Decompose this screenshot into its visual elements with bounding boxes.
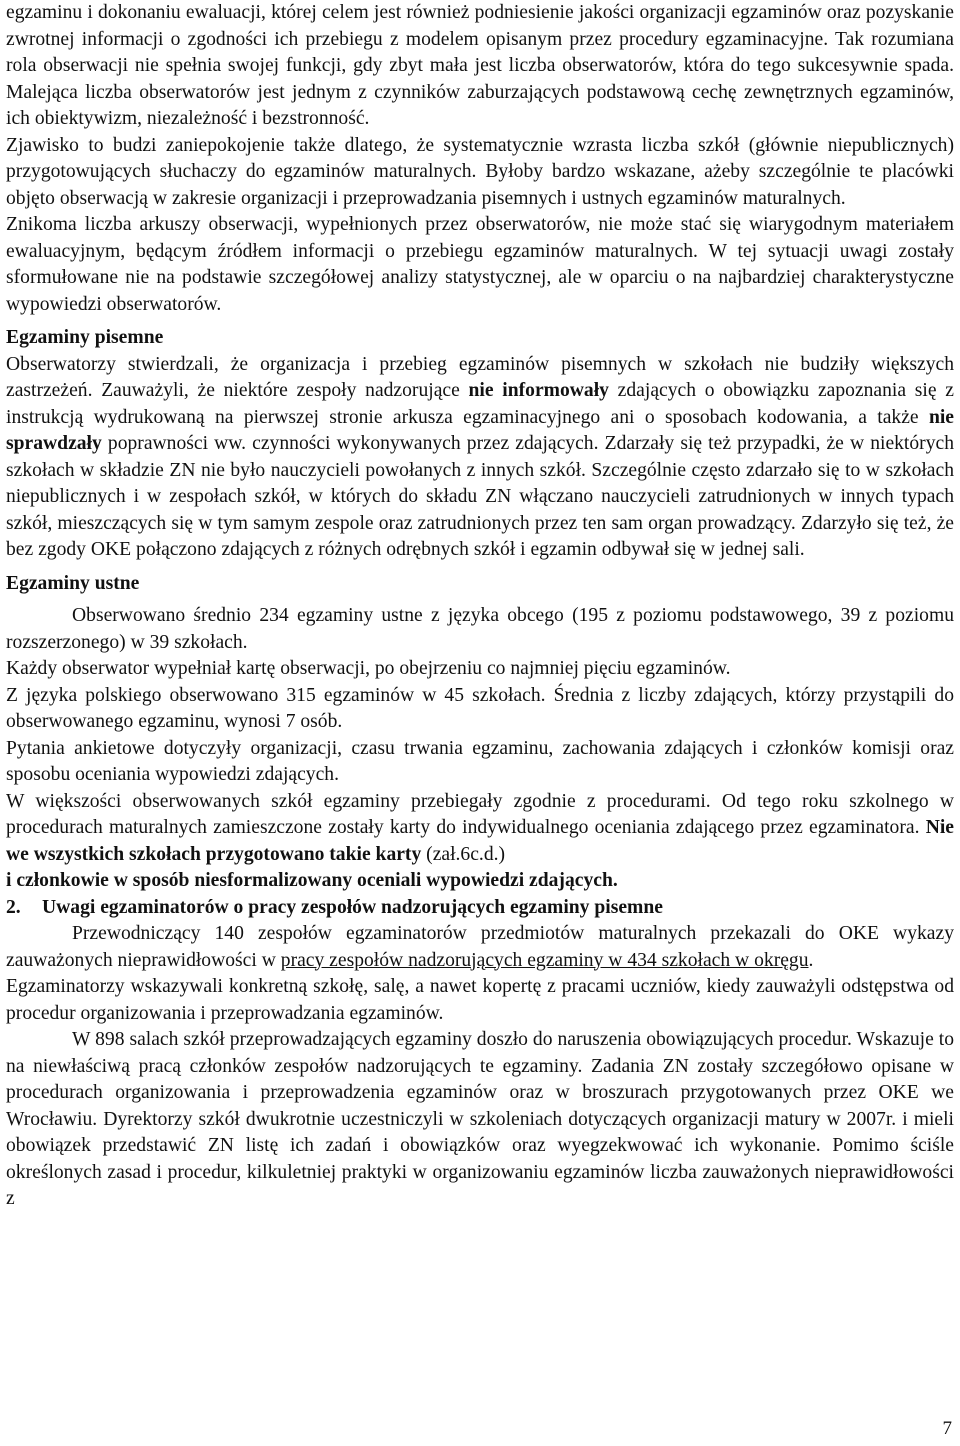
paragraph-chairmen-reports — [6, 921, 954, 974]
written-exams-bold-1: nie informowały — [468, 380, 609, 401]
written-exams-text-3: poprawności ww. czynności wykonywanych przez zdających. Zdarzały się też przypadki, że w niektórych szkołach w składzie ZN nie było nauczycieli powołanych z innych szkół. Szczególnie często zdarzało się to w szkołach niepublicznych i w zespołach szkół, w których do składu ZN włączano nauczycieli zatrudnionych w innych typach szkół, mieszczących się w tym samym zespole oraz zatrudnionych przez ten sam organ prowadzący. Zdarzyło się też, że bez zgody OKE połączono zdających z różnych odrębnych szkół i egzamin odbywał się w jednej sali. — [6, 433, 954, 560]
paragraph-observation-card: Każdy obserwator wypełniał kartę obserwacji, po obejrzeniu co najmniej pięciu egzaminów. — [6, 658, 731, 679]
paragraph-polish-exams: Z języka polskiego obserwowano 315 egzaminów w 45 szkołach. Średnia z liczby zdających, którzy przystąpili do obserwowanego egzaminu, wynosi 7 osób. — [6, 684, 954, 732]
written-exams-bold-2: nie sprawdzały — [6, 406, 954, 454]
section-2-number: 2. — [6, 896, 21, 918]
written-exams-text-2: zdających o obowiązku zapoznania się z instrukcją wydrukowaną na pierwszej stronie arkusza egzaminacyjnego ani o sposobach kodowania, a także — [6, 380, 954, 428]
heading-oral-exams: Egzaminy ustne — [6, 572, 140, 594]
paragraph-evaluation: egzaminu i dokonaniu ewaluacji, której celem jest również podniesienie jakości organizacji egzaminów oraz pozyskanie zwrotnej informacji o zgodności ich przebiegu z modelem opisanym przez procedury egzaminacyjne. Tak rozumiana rola obserwacji nie spełnia swojej funkcji, gdy zbyt mała jest liczba obserwatorów, która do tego sukcesywnie spada. Malejąca liczba obserwatorów jest jednym z czynników zaburzających podstawową cechę zewnętrznych egzaminów, ich obiektywizm, niezależność i bezstronność. — [6, 2, 954, 129]
chairmen-text-1: Przewodniczący 140 zespołów egzaminatorów przedmiotów maturalnych przekazali do OKE wykazy zauważonych nieprawidłowości w — [6, 923, 954, 971]
section-2-title: Uwagi egzaminatorów o pracy zespołów nadzorujących egzaminy pisemne — [42, 896, 663, 918]
chairmen-underlined: pracy zespołów nadzorujących egzaminy w 434 szkołach w okręgu — [280, 949, 809, 971]
procedures-text-1: W większości obserwowanych szkół egzaminy przebiegały zgodnie z procedurami. Od tego roku szkolnego w procedurach maturalnych zamieszczone zostały karty do indywidualnego oceniania zdającego przez egzaminatora. — [6, 790, 954, 838]
paragraph-examiners-indicated: Egzaminatorzy wskazywali konkretną szkołę, salę, a nawet kopertę z pracami uczniów, kiedy zauważyli odstępstwa od procedur organizowania i przeprowadzania egzaminów. — [6, 976, 954, 1024]
paragraph-observation-sheets: Znikoma liczba arkuszy obserwacji, wypełnionych przez obserwatorów, nie może stać się wiarygodnym materiałem ewaluacyjnym, będącym źródłem informacji o przebiegu egzaminów maturalnych. W tej sytuacji uwagi zostały sformułowane nie na podstawie szczegółowej analizy statystycznej, ale w oparciu o na najbardziej charakterystyczne wypowiedzi obserwatorów. — [6, 214, 954, 315]
paragraph-survey-questions: Pytania ankietowe dotyczyły organizacji, czasu trwania egzaminu, zachowania zdających i członków komisji oraz sposobu oceniania wypowiedzi zdających. — [6, 737, 954, 785]
document-page — [6, 0, 954, 1213]
chairmen-text-2: . — [808, 949, 814, 971]
paragraph-procedures — [6, 789, 954, 869]
procedures-text-2: (zał.6c.d.) — [421, 843, 506, 865]
section-2-heading — [6, 895, 954, 922]
paragraph-schools-growth: Zjawisko to budzi zaniepokojenie także dlatego, że systematycznie wzrasta liczba szkół (głównie niepublicznych) przygotowujących słuchaczy do egzaminów maturalnych. Byłoby bardzo wskazane, ażeby szczególnie te placówki objęto obserwacją w zakresie organizacji i przeprowadzania pisemnych i ustnych egzaminów maturalnych. — [6, 134, 954, 209]
paragraph-oral-foreign-language: Obserwowano średnio 234 egzaminy ustne z języka obcego (195 z poziomu podstawowego, 39 z poziomu rozszerzonego) w 39 szkołach. — [6, 605, 954, 653]
heading-written-exams: Egzaminy pisemne — [6, 327, 164, 348]
paragraph-written-exams — [6, 352, 954, 564]
page-number: 7 — [942, 1418, 952, 1439]
procedures-bold: Nie we wszystkich szkołach przygotowano takie karty — [6, 817, 954, 865]
paragraph-informal-assessment: i członkowie w sposób niesformalizowany oceniali wypowiedzi zdających. — [6, 870, 618, 891]
written-exams-text-1: Obserwatorzy stwierdzali, że organizacja i przebieg egzaminów pisemnych w szkołach nie budziły większych zastrzeżeń. Zauważyli, że niektóre zespoły nadzorujące — [6, 353, 954, 401]
paragraph-violations: W 898 salach szkół przeprowadzających egzaminy doszło do naruszenia obowiązujących procedur. Wskazuje to na niewłaściwą pracą członków zespołów nadzorujących te egzaminy. Zadania ZN zostały szczegółowo opisane w procedurach organizowania i przeprowadzenia egzaminów oraz w broszurach przygotowanych przez OKE we Wrocławiu. Dyrektorzy szkół dwukrotnie uczestniczyli w szkoleniach dotyczących organizacji matury w 2007r. i mieli obowiązek przedstawić ZN listę ich zadań i obowiązków oraz wyegzekwować ich wykonanie. Pomimo ściśle określonych zasad i procedur, kilkuletniej praktyki w organizowaniu egzaminów liczba zauważonych nieprawidłowości z — [6, 1029, 954, 1209]
